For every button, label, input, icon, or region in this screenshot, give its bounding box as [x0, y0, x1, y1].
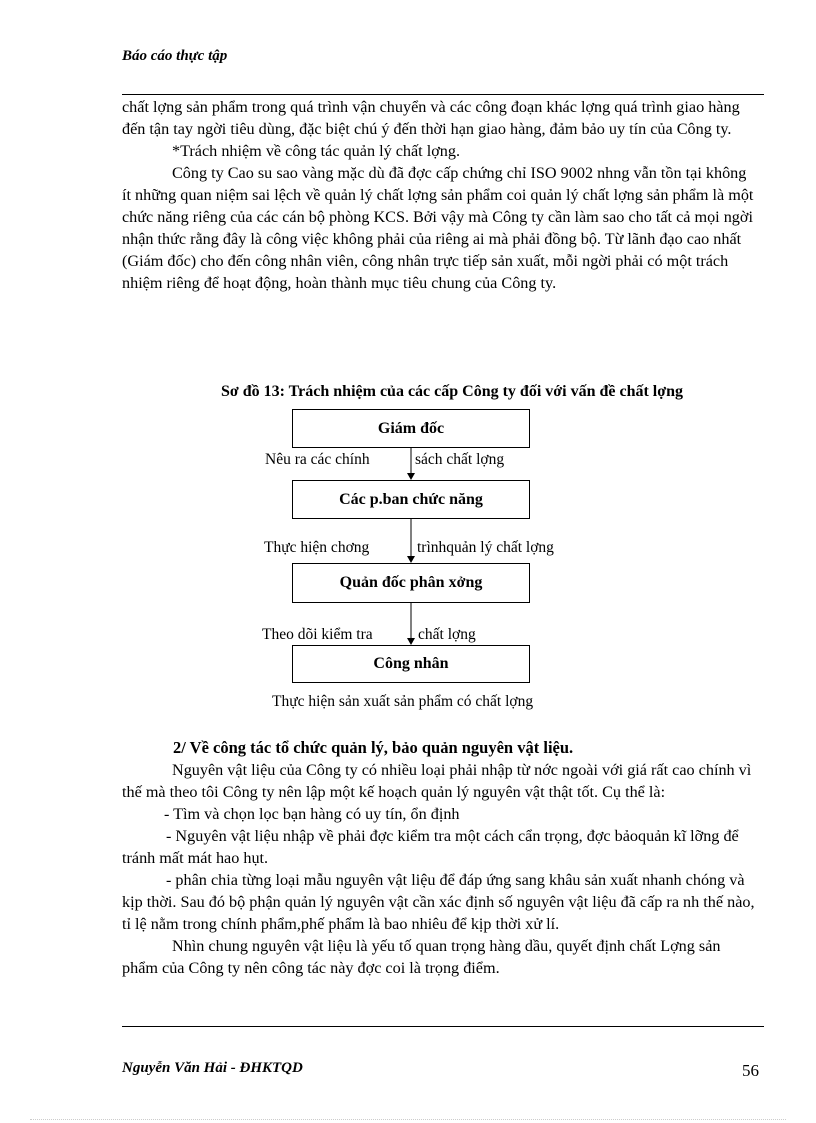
intro-paragraph-1: chất lợng sản phẩm trong quá trình vận chuyển và các công đoạn khác lợng quá trình giao hàng đến tận tay ngời tiêu dùng, đặc biệt chú ý đến thời hạn giao hàng, đảm bảo uy tín của Công ty. — [122, 98, 740, 138]
box-quan-doc: Quản đốc phân xởng — [292, 563, 530, 603]
arrow-3 — [406, 602, 416, 646]
section-2-heading: 2/ Về công tác tổ chức quản lý, bảo quản nguyên vật liệu. — [173, 738, 574, 757]
section-2-text — [122, 759, 758, 979]
label-program-left: Thực hiện chơng — [264, 539, 370, 556]
header-rule — [122, 94, 764, 95]
responsibility-heading: *Trách nhiệm về công tác quản lý chất lợng. — [172, 142, 461, 160]
intro-text — [122, 96, 758, 294]
label-policy-right: sách chất lợng — [415, 451, 505, 468]
footer-rule — [122, 1026, 764, 1027]
section-2-paragraph-1: Nguyên vật liệu của Công ty có nhiều loại phải nhập từ nớc ngoài với giá rất cao chính vì thế mà theo tôi Công ty nên lập một kế hoạch quản lý nguyên vật thật tốt. Cụ thể là: — [122, 761, 752, 801]
intro-paragraph-3: Công ty Cao su sao vàng mặc dù đã đợc cấp chứng chỉ ISO 9002 nhng vẫn tồn tại không ít những quan niệm sai lệch về quản lý chất lợng sản phẩm coi quản lý chất lợng sản phẩm là một chức năng riêng của các cán bộ phòng KCS. Bởi vậy mà Công ty cần làm sao cho tất cả mọi ngời nhận thức rằng đây là công việc không phải của riêng ai mà phải đồng bộ. Từ lãnh đạo cao nhất (Giám đốc) cho đến công nhân viên, công nhân trực tiếp sản xuất, mỗi ngời phải có một trách nhiệm riêng để hoạt động, hoàn thành mục tiêu chung của Công ty. — [122, 164, 754, 292]
box-cong-nhan: Công nhân — [292, 645, 530, 683]
arrow-2 — [406, 518, 416, 564]
running-header: Báo cáo thực tập — [122, 48, 228, 64]
label-monitor-left: Theo dõi kiểm tra — [262, 626, 373, 643]
page-number: 56 — [742, 1061, 759, 1080]
label-monitor-right: chất lợng — [418, 626, 476, 643]
label-policy-left: Nêu ra các chính — [265, 451, 370, 468]
section-2-paragraph-2: Nhìn chung nguyên vật liệu là yếu tố quan trọng hàng dầu, quyết định chất Lợng sản phẩm của Công ty nên công tác này đợc coi là trọng điểm. — [122, 937, 721, 977]
section-2-bullet-2: - Nguyên vật liệu nhập về phải đợc kiểm tra một cách cẩn trọng, đợc bảoquản kĩ lỡng để tránh mất mát hao hụt. — [122, 827, 739, 867]
section-2-bullet-3: - phân chia từng loại mẫu nguyên vật liệu để đáp ứng sang khâu sản xuất nhanh chóng và kịp thời. Sau đó bộ phận quản lý nguyên vật cần xác định số nguyên vật liệu đã cấp ra nh thế nào, tỉ lệ nằm trong chính phẩm,phế phẩm là bao nhiêu để kịp thời xử lí. — [122, 871, 755, 933]
diagram-title: Sơ đồ 13: Trách nhiệm của các cấp Công ty đối với vấn đề chất lợng — [220, 383, 683, 400]
box-giam-doc: Giám đốc — [292, 409, 530, 448]
page-edge-dotted-line — [30, 1119, 786, 1120]
section-2-bullet-1: - Tìm và chọn lọc bạn hàng có uy tín, ổn định — [164, 805, 460, 823]
box-phong-ban: Các p.ban chức năng — [292, 480, 530, 519]
label-program-right: trìnhquản lý chất lợng — [417, 539, 554, 556]
footer-author: Nguyễn Văn Hải - ĐHKTQD — [122, 1060, 303, 1076]
label-bottom: Thực hiện sản xuất sản phẩm có chất lợng — [272, 693, 534, 710]
